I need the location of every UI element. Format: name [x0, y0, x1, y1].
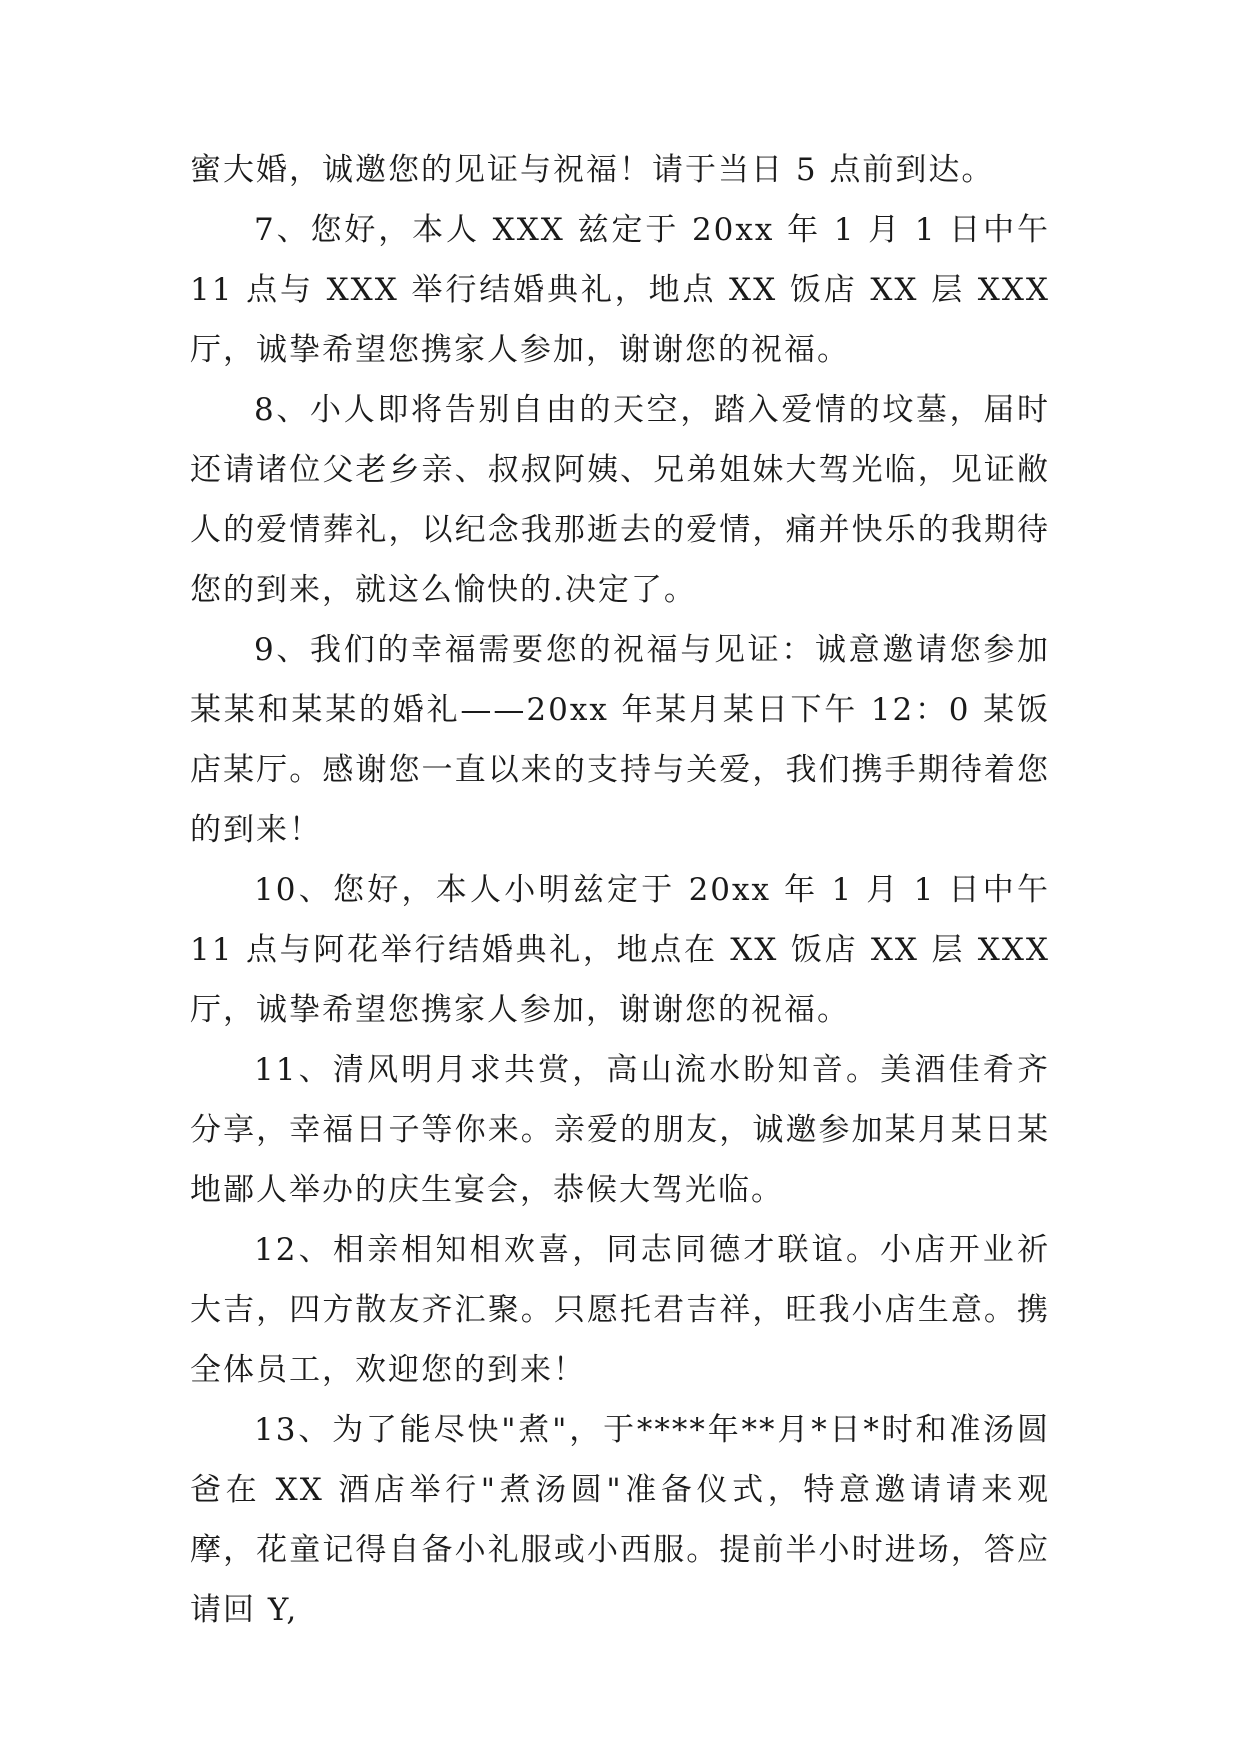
document-page	[190, 140, 1050, 1640]
paragraph-item-9: 9、我们的幸福需要您的祝福与见证：诚意邀请您参加某某和某某的婚礼——20xx 年某月某日下午 12：0 某饭店某厅。感谢您一直以来的支持与关爱，我们携手期待着您的到来！	[190, 632, 1050, 848]
paragraph-continuation: 蜜大婚，诚邀您的见证与祝福！请于当日 5 点前到达。	[190, 152, 995, 188]
paragraph-item-7: 7、您好，本人 XXX 兹定于 20xx 年 1 月 1 日中午 11 点与 XXX 举行结婚典礼，地点 XX 饭店 XX 层 XXX 厅，诚挚希望您携家人参加，谢谢您的祝福。	[190, 212, 1050, 368]
paragraph-item-8: 8、小人即将告别自由的天空，踏入爱情的坟墓，届时还请诸位父老乡亲、叔叔阿姨、兄弟姐妹大驾光临，见证敝人的爱情葬礼，以纪念我那逝去的爱情，痛并快乐的我期待您的到来，就这么愉快的.决定了。	[190, 392, 1050, 608]
paragraph-item-10: 10、您好，本人小明兹定于 20xx 年 1 月 1 日中午 11 点与阿花举行结婚典礼，地点在 XX 饭店 XX 层 XXX 厅，诚挚希望您携家人参加，谢谢您的祝福。	[190, 872, 1050, 1028]
paragraph-item-13: 13、为了能尽快"煮"，于****年**月*日*时和准汤圆爸在 XX 酒店举行"煮汤圆"准备仪式，特意邀请请来观摩，花童记得自备小礼服或小西服。提前半小时进场，答应请回 Y,	[190, 1412, 1050, 1628]
paragraph-item-11: 11、清风明月求共赏，高山流水盼知音。美酒佳肴齐分享，幸福日子等你来。亲爱的朋友，诚邀参加某月某日某地鄙人举办的庆生宴会，恭候大驾光临。	[190, 1052, 1050, 1208]
paragraph-item-12: 12、相亲相知相欢喜，同志同德才联谊。小店开业祈大吉，四方散友齐汇聚。只愿托君吉祥，旺我小店生意。携全体员工，欢迎您的到来！	[190, 1232, 1050, 1388]
